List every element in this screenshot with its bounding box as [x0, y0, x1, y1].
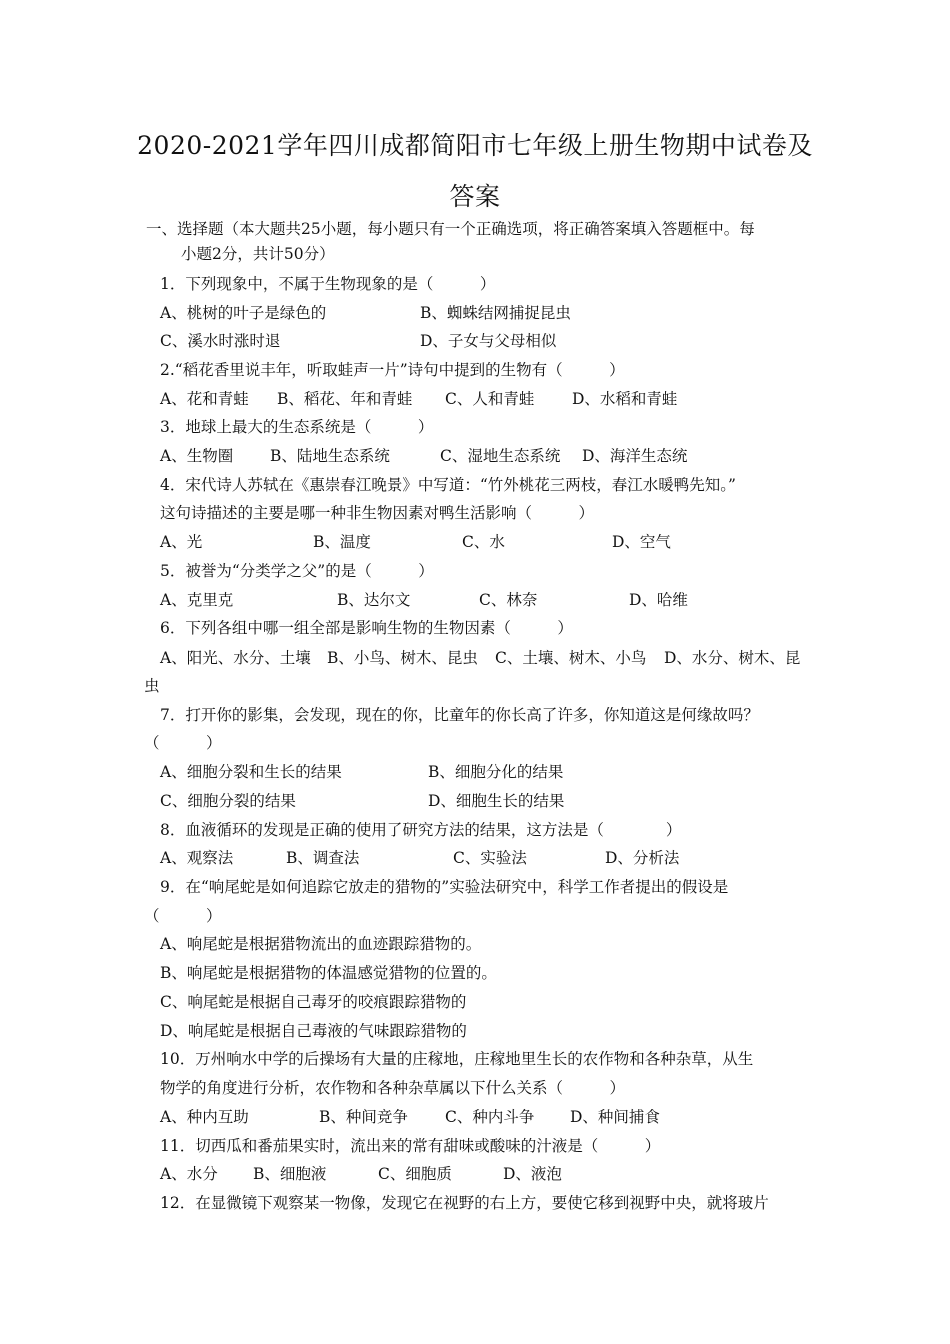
question-7-option-b: B、细胞分化的结果: [428, 763, 564, 781]
question-5-option-d: D、哈维: [629, 591, 688, 609]
question-6-option-b: B、小鸟、树木、昆虫: [327, 649, 478, 667]
question-6-option-c: C、土壤、树木、小鸟: [495, 649, 647, 667]
question-4-option-d: D、空气: [612, 533, 671, 551]
question-3-option-a: A、生物圈: [160, 447, 234, 465]
question-5-option-a: A、克里克: [160, 591, 234, 609]
question-6-option-d-continued: 虫: [144, 677, 160, 695]
question-9-stem-continued: （ ）: [144, 907, 222, 925]
question-9-option-d: D、响尾蛇是根据自己毒液的气味跟踪猎物的: [160, 1022, 467, 1040]
question-11-option-a: A、水分: [160, 1165, 218, 1183]
question-4-option-b: B、温度: [313, 533, 371, 551]
question-11-option-b: B、细胞液: [253, 1165, 327, 1183]
page-title-continued: 答案: [449, 182, 501, 211]
question-8-option-d: D、分析法: [605, 849, 680, 867]
question-2-option-d: D、水稻和青蛙: [572, 390, 678, 408]
question-5-option-c: C、林奈: [479, 591, 538, 609]
question-7-stem-continued: （ ）: [144, 734, 222, 752]
question-2-stem: 2.“稻花香里说丰年，听取蛙声一片”诗句中提到的生物有（ ）: [160, 361, 625, 379]
question-7-option-d: D、细胞生长的结果: [428, 792, 565, 810]
question-9-option-c: C、响尾蛇是根据自己毒牙的咬痕跟踪猎物的: [160, 993, 467, 1011]
question-10-option-c: C、种内斗争: [445, 1108, 535, 1126]
question-3-option-b: B、陆地生态系统: [270, 447, 390, 465]
question-2-option-c: C、人和青蛙: [445, 390, 535, 408]
question-4-option-c: C、水: [462, 533, 505, 551]
question-8-option-c: C、实验法: [453, 849, 527, 867]
question-1-stem: 1．下列现象中，不属于生物现象的是（ ）: [160, 275, 496, 293]
question-2-option-b: B、稻花、年和青蛙: [277, 390, 413, 408]
question-10-option-d: D、种间捕食: [570, 1108, 660, 1126]
question-7-stem: 7．打开你的影集，会发现，现在的你，比童年的你长高了许多，你知道这是何缘故吗？: [160, 706, 759, 724]
section-header: 一、选择题（本大题共25小题，每小题只有一个正确选项，将正确答案填入答题框中。每: [146, 220, 755, 238]
question-6-stem: 6．下列各组中哪一组全部是影响生物的生物因素（ ）: [160, 619, 573, 637]
page-title: 2020-2021学年四川成都简阳市七年级上册生物期中试卷及: [137, 131, 813, 160]
question-5-option-b: B、达尔文: [337, 591, 411, 609]
question-4-option-a: A、光: [160, 533, 203, 551]
question-10-option-b: B、种间竞争: [319, 1108, 408, 1126]
question-1-option-c: C、溪水时涨时退: [160, 332, 281, 350]
question-5-stem: 5．被誉为“分类学之父”的是（ ）: [160, 562, 434, 580]
question-11-stem: 11．切西瓜和番茄果实时，流出来的常有甜味或酸味的汁液是（ ）: [160, 1137, 661, 1155]
question-12-stem: 12．在显微镜下观察某一物像，发现它在视野的右上方，要使它移到视野中央，就将玻片: [160, 1194, 769, 1212]
question-8-stem: 8．血液循环的发现是正确的使用了研究方法的结果，这方法是（ ）: [160, 821, 682, 839]
question-10-stem: 10．万州响水中学的后操场有大量的庄稼地，庄稼地里生长的农作物和各种杂草，从生: [160, 1050, 754, 1068]
question-10-option-a: A、种内互助: [160, 1108, 249, 1126]
question-11-option-d: D、液泡: [503, 1165, 562, 1183]
question-6-option-a: A、阳光、水分、土壤: [160, 649, 311, 667]
question-4-stem: 4．宋代诗人苏轼在《惠崇春江晚景》中写道：“竹外桃花三两枝，春江水暖鸭先知。”: [160, 476, 736, 494]
question-4-stem-continued: 这句诗描述的主要是哪一种非生物因素对鸭生活影响（ ）: [160, 504, 595, 522]
question-8-option-a: A、观察法: [160, 849, 234, 867]
question-1-option-d: D、子女与父母相似: [420, 332, 557, 350]
question-9-option-a: A、响尾蛇是根据猎物流出的血迹跟踪猎物的。: [160, 935, 482, 953]
question-9-stem: 9．在“响尾蛇是如何追踪它放走的猎物的”实验法研究中，科学工作者提出的假设是: [160, 878, 729, 896]
question-9-option-b: B、响尾蛇是根据猎物的体温感觉猎物的位置的。: [160, 964, 497, 982]
question-11-option-c: C、细胞质: [378, 1165, 452, 1183]
question-7-option-a: A、细胞分裂和生长的结果: [160, 763, 342, 781]
question-2-option-a: A、花和青蛙: [160, 390, 249, 408]
question-3-stem: 3．地球上最大的生态系统是（ ）: [160, 418, 434, 436]
question-1-option-a: A、桃树的叶子是绿色的: [160, 304, 327, 322]
question-1-option-b: B、蜘蛛结网捕捉昆虫: [420, 304, 571, 322]
section-header-continued: 小题2分，共计50分）: [181, 245, 335, 263]
question-7-option-c: C、细胞分裂的结果: [160, 792, 296, 810]
question-8-option-b: B、调查法: [286, 849, 360, 867]
question-10-stem-continued: 物学的角度进行分析，农作物和各种杂草属以下什么关系（ ）: [160, 1079, 626, 1097]
question-6-option-d: D、水分、树木、昆: [664, 649, 801, 667]
question-3-option-c: C、湿地生态系统: [440, 447, 561, 465]
question-3-option-d: D、海洋生态统: [582, 447, 688, 465]
